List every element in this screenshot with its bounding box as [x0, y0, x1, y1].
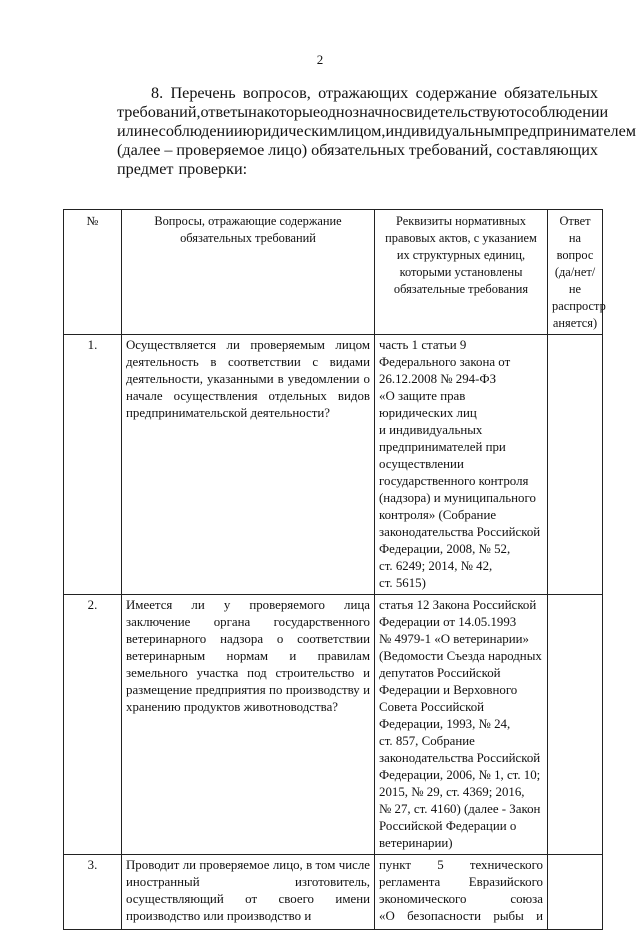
- reference-line: законодательства Российской: [379, 525, 541, 539]
- intro-word: вопросов,: [242, 84, 311, 102]
- intro-word: проверяемое: [176, 141, 265, 159]
- table-row: [64, 335, 603, 595]
- intro-word: отражающих: [318, 84, 409, 102]
- intro-word: Перечень: [170, 84, 236, 102]
- reference-line: государственного контроля: [379, 474, 529, 488]
- requirements-table: [63, 209, 606, 930]
- reference-line: «О защите прав: [379, 389, 466, 403]
- page-number: 2: [316, 52, 324, 67]
- reference-line: Федерации, 2008, № 52,: [379, 542, 511, 556]
- intro-word: юридическим: [242, 122, 338, 140]
- reference-line: Федерации, 1993, № 24,: [379, 717, 511, 731]
- reference-line: Федерации, 2006, № 1, ст. 10;: [379, 768, 541, 782]
- intro-line: [117, 141, 598, 160]
- reference-line: Федерации и Верховного: [379, 683, 518, 697]
- intro-line: [117, 103, 609, 122]
- reference-line: 2015, № 29, ст. 4369; 2016,: [379, 785, 525, 799]
- row-number: 3.: [64, 855, 122, 930]
- row-answer: [548, 855, 603, 930]
- intro-word: –: [164, 141, 173, 159]
- row-number: 2.: [64, 595, 122, 855]
- reference-line: ветеринарии): [379, 836, 453, 850]
- intro-word: 8.: [151, 84, 164, 102]
- reference-word: союза: [510, 892, 543, 906]
- header-number: №: [64, 210, 122, 335]
- reference-line: юридических лиц: [379, 406, 477, 420]
- reference-line: [379, 891, 543, 908]
- reference-line: ст. 6249; 2014, № 42,: [379, 559, 493, 573]
- intro-word: лицом,: [337, 122, 386, 140]
- reference-line: [379, 857, 543, 874]
- intro-word: проверки:: [178, 160, 248, 178]
- row-answer: [548, 335, 603, 595]
- reference-line: предпринимателей при: [379, 440, 506, 454]
- intro-word: предмет: [117, 160, 174, 178]
- reference-line: [379, 908, 543, 925]
- intro-word: однозначно: [320, 103, 400, 121]
- row-question: Имеется ли у проверяемого лица заключение органа государственного ветеринарного надзора о соответствии ветеринарным нормам и правилам земельного участка под строительство и размещение предприятия по производству и хранению продуктов животноводства?: [122, 595, 375, 855]
- intro-word: обязательных: [311, 141, 405, 159]
- reference-line: (надзора) и муниципального: [379, 491, 536, 505]
- reference-line: контроля» (Собрание: [379, 508, 497, 522]
- row-reference: [375, 595, 548, 855]
- intro-word: которые: [264, 103, 321, 121]
- row-number: 1.: [64, 335, 122, 595]
- intro-line: [117, 84, 598, 103]
- reference-line: (Ведомости Съезда народных: [379, 649, 542, 663]
- intro-paragraph: [117, 84, 637, 179]
- intro-word: лицо): [268, 141, 308, 159]
- reference-word: регламента: [379, 875, 441, 889]
- row-answer: [548, 595, 603, 855]
- header-question: Вопросы, отражающие содержание обязательных требований: [122, 210, 375, 335]
- table-row: [64, 855, 603, 930]
- reference-line: статья 12 Закона Российской: [379, 598, 537, 612]
- reference-line: № 4979-1 «О ветеринарии»: [379, 632, 529, 646]
- reference-line: Российской Федерации о: [379, 819, 517, 833]
- reference-line: 26.12.2008 № 294-ФЗ: [379, 372, 497, 386]
- header-answer: Ответ на вопрос (да/нет/не распростр аняется): [548, 210, 603, 335]
- header-reference: Реквизиты нормативных правовых актов, с указанием их структурных единиц, которыми установлены обязательные требования: [375, 210, 548, 335]
- intro-word: свидетельствуют: [399, 103, 517, 121]
- reference-line: часть 1 статьи 9: [379, 338, 467, 352]
- reference-line: Федерации от 14.05.1993: [379, 615, 517, 629]
- intro-word: несоблюдении: [142, 122, 243, 140]
- intro-word: предпринимателем: [504, 122, 637, 140]
- intro-word: индивидуальным: [385, 122, 505, 140]
- intro-word: (далее: [117, 141, 161, 159]
- reference-line: Совета Российской: [379, 700, 485, 714]
- reference-line: № 27, ст. 4160) (далее - Закон: [379, 802, 541, 816]
- reference-line: [379, 874, 543, 891]
- intro-word: требований,: [117, 103, 201, 121]
- row-reference: [375, 335, 548, 595]
- intro-word: обязательных: [504, 84, 598, 102]
- intro-line: [117, 160, 598, 179]
- reference-line: и индивидуальных: [379, 423, 483, 437]
- table-header-row: [64, 210, 603, 335]
- reference-word: 5: [437, 858, 444, 872]
- reference-line: депутатов Российской: [379, 666, 501, 680]
- row-question: Проводит ли проверяемое лицо, в том числе иностранный изготовитель, осуществляющий от своего имени производство или производство и: [122, 855, 375, 930]
- reference-word: рыбы: [493, 909, 524, 923]
- intro-word: требований,: [408, 141, 493, 159]
- intro-word: содержание: [415, 84, 497, 102]
- reference-word: технического: [469, 858, 543, 872]
- intro-word: на: [248, 103, 265, 121]
- intro-line: [117, 122, 637, 141]
- intro-word: о: [516, 103, 525, 121]
- intro-word: соблюдении: [524, 103, 609, 121]
- reference-word: экономического: [379, 892, 467, 906]
- table-row: [64, 595, 603, 855]
- reference-word: и: [536, 909, 543, 923]
- reference-line: Федерального закона от: [379, 355, 511, 369]
- intro-word: ответы: [200, 103, 249, 121]
- reference-line: законодательства Российской: [379, 751, 541, 765]
- reference-line: ст. 5615): [379, 576, 426, 590]
- reference-word: безопасности: [407, 909, 482, 923]
- row-question: Осуществляется ли проверяемым лицом деятельность в соответствии с видами деятельности, указанными в уведомлении о начале осуществления отдельных видов предпринимательской деятельности?: [122, 335, 375, 595]
- intro-word: составляющих: [496, 141, 598, 159]
- reference-word: пункт: [379, 858, 411, 872]
- reference-line: осуществлении: [379, 457, 464, 471]
- reference-word: «О: [379, 909, 395, 923]
- intro-word: или: [117, 122, 143, 140]
- reference-line: ст. 857, Собрание: [379, 734, 475, 748]
- reference-word: Евразийского: [468, 875, 543, 889]
- row-reference: [375, 855, 548, 930]
